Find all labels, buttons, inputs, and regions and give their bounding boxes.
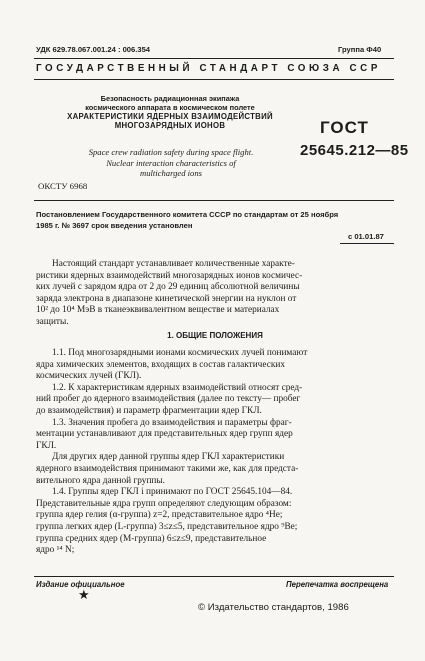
top-rule — [34, 58, 394, 59]
title-en-line: multicharged ions — [140, 168, 202, 178]
udk-code: УДК 629.78.067.001.24 : 006.354 — [36, 45, 151, 54]
decree-line: 1985 г. № 3697 срок введения установлен — [36, 221, 193, 230]
paragraph-line: 1.3. Значения пробега до взаимодействия и параметры фраг- — [52, 417, 292, 428]
decree-rule — [34, 200, 394, 201]
date-rule — [340, 243, 394, 244]
reprint-prohibited-label: Перепечатка воспрещена — [286, 580, 389, 589]
paragraph-line: ГКЛ. — [36, 440, 57, 451]
paragraph-line: вительного ядра данной группы. — [36, 475, 165, 486]
title-en-line: Nuclear interaction characteristics of — [106, 157, 236, 168]
intro-paragraph — [36, 259, 394, 329]
paragraph-line: Для других ядер данной группы ядер ГКЛ характеристики — [52, 452, 285, 463]
title-ru-line: ХАРАКТЕРИСТИКИ ЯДЕРНЫХ ВЗАИМОДЕЙСТВИЙ — [67, 112, 273, 121]
title-ru — [50, 94, 290, 130]
paragraph-line: ядерного взаимодействия принимают такими же, как для предста- — [36, 463, 299, 474]
paragraph-line: ядро ¹⁴ N; — [36, 545, 75, 556]
paragraph-line: ядра химических элементов, входящих в состав галактических — [36, 359, 285, 370]
paragraph-line: космических лучей (ГКЛ). — [36, 371, 142, 382]
section-title: 1. ОБЩИЕ ПОЛОЖЕНИЯ — [167, 331, 263, 340]
section-body — [36, 348, 394, 557]
paragraph-line: защиты. — [36, 316, 69, 327]
paragraph-line: 1.2. К характеристикам ядерных взаимодействий относят сред- — [52, 382, 303, 393]
standard-banner: ГОСУДАРСТВЕННЫЙ СТАНДАРТ СОЮЗА ССР — [36, 63, 381, 74]
gost-number: 25645.212—85 — [300, 142, 409, 159]
intro-date: с 01.01.87 — [348, 232, 384, 241]
group-code: Группа Ф40 — [338, 45, 382, 54]
decree-line: Постановлением Государственного комитета СССР по стандартам от 25 ноября — [36, 210, 339, 219]
paragraph-line: Представительные ядра групп определяют следующим образом: — [36, 498, 292, 509]
paragraph-line: заряда электрона в диапазоне кинетической энергии на нуклон от — [36, 293, 297, 304]
title-ru-line: Безопасность радиационная экипажа — [100, 94, 240, 103]
paragraph-line: группа легких ядер (L-группа) 3≤z≤5, представительное ядро ⁹Ве; — [36, 521, 298, 532]
paragraph-line: группа ядер гелия (α-группа) z=2, представительное ядро ⁴Не; — [36, 510, 283, 521]
banner-rule — [34, 79, 394, 80]
decree-text — [36, 209, 396, 231]
star-icon: ★ — [78, 587, 90, 602]
okstu-code: ОКСТУ 6968 — [38, 181, 88, 191]
paragraph-line: 1.4. Группы ядер ГКЛ i принимают по ГОСТ 25645.104—84. — [52, 487, 293, 498]
paragraph-line: ристики ядерных взаимодействий многозарядных ионов космичес- — [36, 270, 303, 281]
paragraph-line: ментации устанавливают для представительных ядер групп ядер — [36, 429, 293, 440]
paragraph-line: 1.1. Под многозарядными ионами космических лучей понимают — [52, 348, 308, 358]
official-edition-label: Издание официальное — [36, 580, 125, 589]
title-en-line: Space crew radiation safety during space flight. — [88, 147, 254, 157]
footer-rule — [34, 576, 394, 577]
paragraph-line: 10² до 10⁴ МэВ в тканеэквивалентном веществе и материалах — [36, 305, 280, 316]
paragraph-line: ний пробег до ядерного взаимодействия (далее по тексту— пробег — [36, 394, 301, 405]
paragraph-line: группа средних ядер (М-группа) 6≤z≤9, представительное — [36, 533, 267, 544]
title-en — [48, 147, 294, 179]
copyright-notice: © Издательство стандартов, 1986 — [198, 602, 349, 613]
paragraph-line: ких лучей с зарядом ядра от 2 до 29 единиц абсолютной величины — [36, 282, 300, 293]
gost-label: ГОСТ — [320, 118, 369, 137]
paragraph-line: Настоящий стандарт устанавливает количественные характе- — [52, 259, 295, 269]
title-ru-line: МНОГОЗАРЯДНЫХ ИОНОВ — [114, 121, 226, 130]
title-ru-line: космического аппарата в космическом полете — [85, 103, 255, 112]
paragraph-line: до взаимодействия) и параметр фрагментации ядер ГКЛ. — [36, 405, 262, 416]
